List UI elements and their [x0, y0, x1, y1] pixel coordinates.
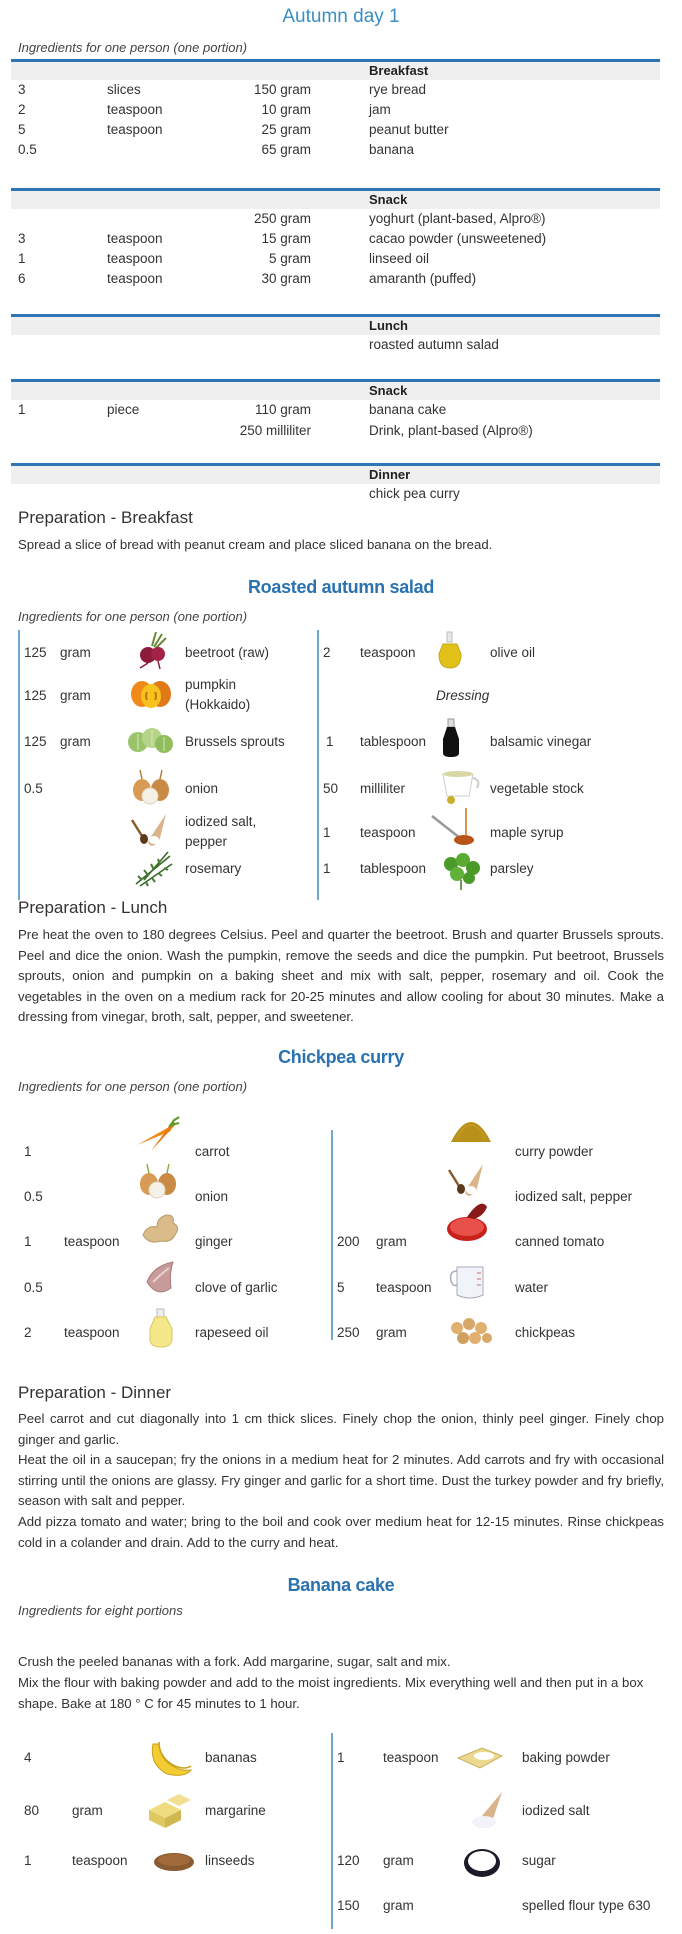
item: banana: [369, 142, 415, 157]
qty: 1: [24, 1234, 32, 1249]
bananas-icon: [145, 1738, 193, 1778]
item: bananas: [205, 1750, 257, 1765]
meal-row: [11, 484, 660, 504]
unit: teaspoon: [72, 1853, 128, 1868]
unit: gram: [376, 1325, 407, 1340]
salad-subtitle: Ingredients for one person (one portion): [18, 609, 248, 624]
item: parsley: [490, 861, 534, 876]
item: jam: [369, 102, 391, 117]
qty: 3: [18, 82, 26, 97]
measuring-cup-icon: [447, 1261, 495, 1301]
meal-label: Lunch: [369, 318, 408, 333]
prep-breakfast-text: Spread a slice of bread with peanut cream and place sliced banana on the bread.: [18, 537, 493, 552]
item: Drink, plant-based (Alpro®): [369, 423, 533, 438]
stock-cup-icon: [437, 766, 485, 806]
qty: 5: [18, 122, 26, 137]
qty: 3: [18, 231, 26, 246]
curry-title: Chickpea curry: [278, 1047, 404, 1067]
meal-breakfast: [11, 59, 660, 160]
qty: 0.5: [18, 142, 37, 157]
amount: 10 gram: [261, 102, 311, 117]
item: ginger: [195, 1234, 233, 1249]
meal-row: [11, 229, 660, 249]
curry-subtitle: Ingredients for one person (one portion): [18, 1079, 248, 1094]
item: water: [515, 1280, 549, 1295]
unit: teaspoon: [107, 251, 163, 266]
item: baking powder: [522, 1750, 610, 1765]
margarine-icon: [145, 1790, 193, 1830]
item: linseeds: [205, 1853, 255, 1868]
meal-lunch: [11, 314, 660, 355]
meal-row: [11, 80, 660, 100]
item: pumpkin (Hokkaido): [185, 677, 251, 712]
item: Brussels sprouts: [185, 734, 285, 749]
unit: teaspoon: [107, 231, 163, 246]
amount: 25 gram: [261, 122, 311, 137]
meal-label: Breakfast: [369, 63, 429, 78]
salt-pepper-icon: [443, 1158, 491, 1198]
column-divider: [18, 630, 20, 900]
column-divider: [317, 630, 319, 900]
qty: 1: [24, 1144, 32, 1159]
unit: piece: [107, 402, 140, 417]
brussels-sprouts-icon: [126, 720, 174, 760]
qty: 0.5: [24, 781, 43, 796]
garlic-icon: [137, 1260, 185, 1300]
syrup-spoon-icon: [430, 808, 478, 848]
meal-row: [11, 269, 660, 289]
item: clove of garlic: [195, 1280, 278, 1295]
item: iodized salt, pepper: [515, 1189, 633, 1204]
item: onion: [185, 781, 219, 796]
qty: 50: [323, 781, 339, 796]
meal-row: [11, 100, 660, 120]
curry-powder-icon: [447, 1110, 495, 1150]
item: vegetable stock: [490, 781, 584, 796]
qty: 2: [24, 1325, 32, 1340]
unit: teaspoon: [360, 645, 416, 660]
prep-lunch-heading: Preparation - Lunch: [18, 898, 168, 917]
qty: 125: [24, 688, 47, 703]
item: sugar: [522, 1853, 556, 1868]
prep-lunch-text: Pre heat the oven to 180 degrees Celsius. Peel and quarter the beetroot. Brush and quarter Brussels sprouts. Peel and dice the onion. Wash the pumpkin, remove the seeds and dice the pumpkin. Put beetroot, Brussels sprouts, onion and pumpkin on a baking sheet and mix with salt, pepper, rosemary and oil. Cook the vegetables in the oven on a medium rack for 20-25 minutes and allow cooling for about 30 minutes. Make a dressing from vinegar, broth, salt, pepper, and sweetener.: [18, 927, 664, 1024]
canned-tomato-icon: [443, 1203, 491, 1243]
item: spelled flour type 630: [522, 1898, 651, 1913]
qty: 4: [24, 1750, 32, 1765]
qty: 6: [18, 271, 26, 286]
unit: teaspoon: [107, 102, 163, 117]
qty: 0.5: [24, 1189, 43, 1204]
oil-bottle-icon: [137, 1308, 185, 1348]
prep-dinner-para-2: Heat the oil in a saucepan; fry the onions in a medium heat for 2 minutes. Add carrots and fry with occasional stirring until the onions are glassy. Fry ginger and garlic for a short time. Dust the turkey powder and fry briefly, season with salt and pepper.: [18, 1452, 664, 1508]
dressing-label: Dressing: [436, 688, 490, 703]
item: onion: [195, 1189, 229, 1204]
carrot-icon: [133, 1113, 181, 1153]
item: margarine: [205, 1803, 266, 1818]
ginger-icon: [137, 1207, 185, 1247]
unit: tablespoon: [360, 734, 427, 749]
prep-dinner-para-3: Add pizza tomato and water; bring to the boil and cook over medium heat for 12-15 minutes. Rinse chickpeas cold in a colander and drain. Add to the curry and heat.: [18, 1514, 664, 1550]
qty: 1: [323, 861, 331, 876]
meal-label: Dinner: [369, 467, 411, 482]
salt-scoop-icon: [462, 1790, 510, 1830]
linseeds-icon: [150, 1846, 198, 1886]
meal-header: [11, 466, 660, 484]
item: carrot: [195, 1144, 230, 1159]
qty: 250: [337, 1325, 360, 1340]
meal-snack-afternoon: [11, 379, 660, 442]
column-divider: [331, 1733, 333, 1929]
item: beetroot (raw): [185, 645, 270, 660]
item: chick pea curry: [369, 486, 460, 501]
unit: gram: [383, 1898, 414, 1913]
prep-dinner-para-1: Peel carrot and cut diagonally into 1 cm thick slices. Finely chop the onion, thinly peel ginger. Finely chop ginger and garlic.: [18, 1411, 664, 1447]
item: balsamic vinegar: [490, 734, 592, 749]
unit: milliliter: [360, 781, 405, 796]
item: iodized salt, pepper: [185, 814, 257, 849]
meal-row: [11, 209, 660, 229]
unit: teaspoon: [376, 1280, 432, 1295]
prep-breakfast-heading: Preparation - Breakfast: [18, 508, 193, 527]
amount: 250 milliliter: [239, 423, 311, 438]
chickpeas-icon: [447, 1310, 495, 1350]
baking-powder-icon: [456, 1740, 504, 1780]
unit: teaspoon: [383, 1750, 439, 1765]
qty: 1: [24, 1853, 32, 1868]
meal-label: Snack: [369, 383, 408, 398]
parsley-icon: [437, 850, 485, 890]
page-title: Autumn day 1: [282, 6, 400, 27]
onion-icon: [126, 766, 174, 806]
item: rapeseed oil: [195, 1325, 269, 1340]
prep-dinner-heading: Preparation - Dinner: [18, 1383, 172, 1402]
amount: 30 gram: [261, 271, 311, 286]
qty: 0.5: [24, 1280, 43, 1295]
beetroot-icon: [126, 630, 174, 670]
item: yoghurt (plant-based, Alpro®): [369, 211, 546, 226]
amount: 150 gram: [253, 82, 311, 97]
amount: 110 gram: [254, 402, 311, 417]
item: rye bread: [369, 82, 427, 97]
cake-instructions-1: Crush the peeled bananas with a fork. Add margarine, sugar, salt and mix.: [18, 1654, 451, 1669]
qty: 1: [18, 402, 26, 417]
meal-label: Snack: [369, 192, 408, 207]
qty: 5: [337, 1280, 345, 1295]
qty: 125: [24, 734, 47, 749]
item: amaranth (puffed): [369, 271, 477, 286]
qty: 1: [337, 1750, 345, 1765]
unit: gram: [72, 1803, 103, 1818]
unit: teaspoon: [64, 1234, 120, 1249]
meal-row: [11, 120, 660, 140]
item: linseed oil: [369, 251, 430, 266]
meal-row: [11, 400, 660, 421]
unit: gram: [376, 1234, 407, 1249]
item: canned tomato: [515, 1234, 605, 1249]
unit: gram: [60, 645, 91, 660]
salt-pepper-icon: [126, 808, 174, 848]
salad-title: Roasted autumn salad: [247, 577, 435, 597]
item: iodized salt: [522, 1803, 590, 1818]
unit: teaspoon: [107, 122, 163, 137]
item: cacao powder (unsweetened): [369, 231, 547, 246]
meal-snack-morning: [11, 188, 660, 289]
item: olive oil: [490, 645, 536, 660]
unit: teaspoon: [107, 271, 163, 286]
meal-row: [11, 335, 660, 355]
item: peanut butter: [369, 122, 449, 137]
rosemary-icon: [130, 850, 178, 890]
meal-header: [11, 191, 660, 209]
amount: 65 gram: [261, 142, 311, 157]
qty: 1: [326, 734, 334, 749]
cake-title: Banana cake: [287, 1575, 395, 1595]
item: rosemary: [185, 861, 242, 876]
cake-instructions-2: Mix the flour with baking powder and add to the moist ingredients. Mix everything well and then put in a box shape. Bake at 180 ° C for 45 minutes to 1 hour.: [18, 1675, 644, 1711]
qty: 125: [24, 645, 47, 660]
qty: 200: [337, 1234, 360, 1249]
item: chickpeas: [515, 1325, 576, 1340]
cake-subtitle: Ingredients for eight portions: [18, 1603, 183, 1618]
meal-row: [11, 140, 660, 160]
unit: slices: [107, 82, 141, 97]
pumpkin-icon: [126, 672, 174, 712]
meal-header: [11, 382, 660, 400]
item: banana cake: [369, 402, 447, 417]
unit: teaspoon: [64, 1325, 120, 1340]
qty: 120: [337, 1853, 360, 1868]
sugar-bowl-icon: [458, 1843, 506, 1883]
unit: gram: [60, 734, 91, 749]
vinegar-bottle-icon: [427, 718, 475, 758]
qty: 150: [337, 1898, 360, 1913]
qty: 2: [323, 645, 331, 660]
onion-icon: [133, 1160, 181, 1200]
qty: 80: [24, 1803, 40, 1818]
unit: gram: [383, 1853, 414, 1868]
item: maple syrup: [490, 825, 564, 840]
qty: 1: [18, 251, 26, 266]
olive-oil-icon: [427, 630, 475, 670]
unit: teaspoon: [360, 825, 416, 840]
qty: 2: [18, 102, 26, 117]
meal-header: [11, 317, 660, 335]
item: curry powder: [515, 1144, 594, 1159]
amount: 250 gram: [253, 211, 311, 226]
qty: 1: [323, 825, 331, 840]
meal-row: [11, 249, 660, 269]
unit: gram: [60, 688, 91, 703]
amount: 15 gram: [261, 231, 311, 246]
plan-subtitle: Ingredients for one person (one portion): [18, 40, 248, 55]
item: roasted autumn salad: [369, 337, 499, 352]
column-divider: [331, 1130, 333, 1340]
meal-dinner: [11, 463, 660, 504]
meal-row: [11, 421, 660, 442]
meal-header: [11, 62, 660, 80]
amount: 5 gram: [268, 251, 311, 266]
unit: tablespoon: [360, 861, 427, 876]
